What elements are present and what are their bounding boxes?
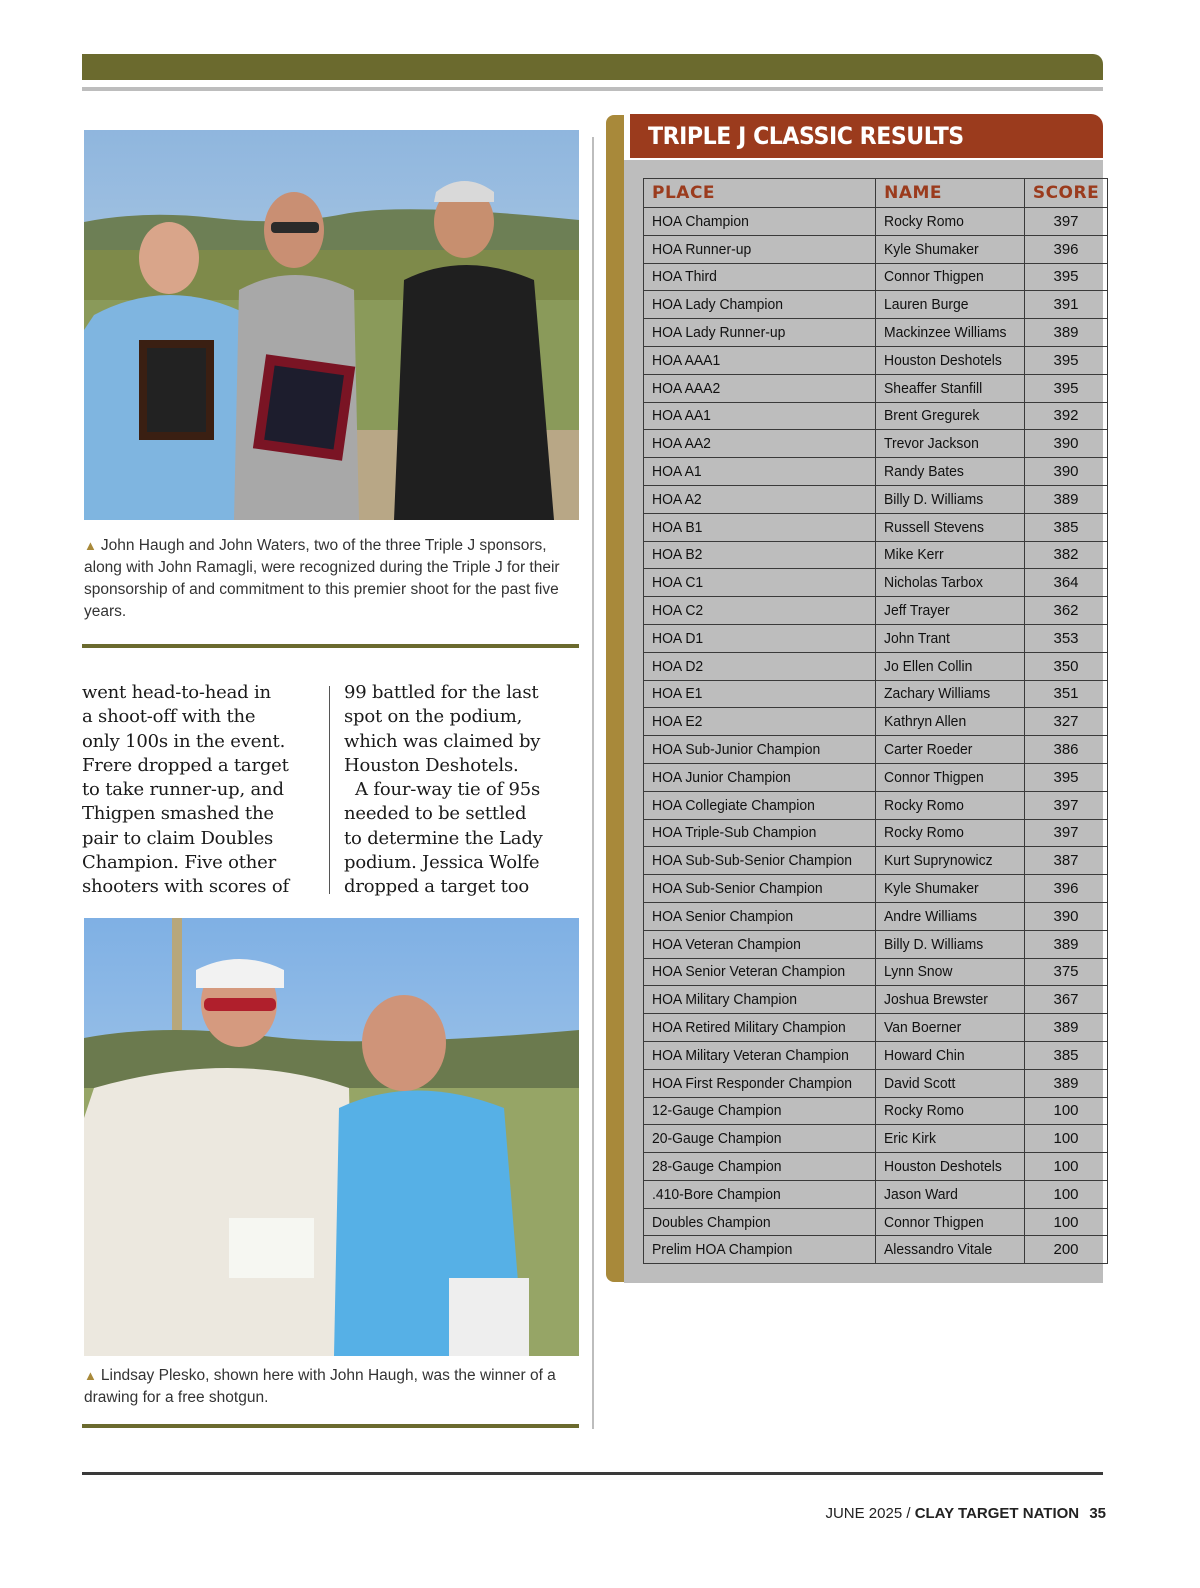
score-cell: 100	[1024, 1153, 1107, 1181]
place-cell	[644, 291, 876, 319]
name-cell-text: Zachary Williams	[884, 685, 991, 703]
place-cell	[644, 263, 876, 291]
place-cell-text: Doubles Champion	[652, 1213, 771, 1231]
place-cell-text: HOA Triple-Sub Champion	[652, 824, 817, 842]
place-cell-text: HOA A2	[652, 490, 702, 508]
table-row	[644, 1208, 1108, 1236]
place-cell	[644, 1069, 876, 1097]
score-cell: 389	[1024, 1014, 1107, 1042]
name-cell-text: Billy D. Williams	[884, 935, 984, 953]
page-footer	[825, 1505, 1106, 1522]
score-cell: 350	[1024, 652, 1107, 680]
table-row	[644, 652, 1108, 680]
place-cell-text: HOA Lady Runner-up	[652, 324, 786, 342]
name-cell-text: Billy D. Williams	[884, 490, 984, 508]
place-cell	[644, 1208, 876, 1236]
article-line: which was claimed by	[344, 730, 541, 752]
score-cell: 367	[1024, 986, 1107, 1014]
place-cell	[644, 875, 876, 903]
place-cell-text: HOA Military Champion	[652, 991, 797, 1009]
score-cell: 390	[1024, 902, 1107, 930]
caption-divider-top	[82, 644, 579, 648]
name-cell-text: Eric Kirk	[884, 1130, 937, 1148]
score-cell: 389	[1024, 1069, 1107, 1097]
table-row	[644, 1014, 1108, 1042]
place-cell-text: HOA Sub-Sub-Senior Champion	[652, 852, 853, 870]
name-cell	[876, 1208, 1025, 1236]
table-row	[644, 346, 1108, 374]
name-cell-text: Randy Bates	[884, 463, 965, 481]
place-cell	[644, 513, 876, 541]
results-title-bar	[630, 114, 1103, 158]
score-cell: 397	[1024, 791, 1107, 819]
name-cell-text: Sheaffer Stanfill	[884, 379, 983, 397]
name-cell	[876, 374, 1025, 402]
name-cell-text: Rocky Romo	[884, 1102, 964, 1120]
place-cell	[644, 1125, 876, 1153]
place-cell	[644, 346, 876, 374]
footer-date: JUNE 2025 /	[825, 1505, 911, 1522]
score-cell: 200	[1024, 1236, 1107, 1264]
article-line: Houston Deshotels.	[344, 754, 519, 776]
place-cell	[644, 958, 876, 986]
name-cell	[876, 1041, 1025, 1069]
place-cell	[644, 402, 876, 430]
place-cell-text: HOA C2	[652, 602, 704, 620]
name-cell	[876, 680, 1025, 708]
name-cell	[876, 263, 1025, 291]
header-band	[82, 54, 1103, 80]
place-cell	[644, 708, 876, 736]
table-row	[644, 569, 1108, 597]
photo-winner	[84, 918, 579, 1356]
table-row	[644, 541, 1108, 569]
place-cell-text: HOA Collegiate Champion	[652, 796, 815, 814]
name-cell-text: Rocky Romo	[884, 796, 964, 814]
caption-top	[84, 535, 584, 623]
place-cell-text: HOA Champion	[652, 212, 749, 230]
name-cell-text: Kyle Shumaker	[884, 240, 979, 258]
name-cell-text: Mike Kerr	[884, 546, 944, 564]
caption-divider-bottom	[82, 1424, 579, 1428]
table-row	[644, 402, 1108, 430]
place-cell-text: HOA First Responder Champion	[652, 1074, 853, 1092]
place-cell	[644, 1236, 876, 1264]
article-line: podium. Jessica Wolfe	[344, 852, 540, 874]
place-cell-text: HOA Senior Veteran Champion	[652, 963, 846, 981]
score-cell: 387	[1024, 847, 1107, 875]
name-cell	[876, 513, 1025, 541]
score-cell: 353	[1024, 624, 1107, 652]
table-row	[644, 1041, 1108, 1069]
article-line: to take runner-up, and	[82, 779, 284, 801]
caption-bottom	[84, 1365, 584, 1409]
article-line: 99 battled for the last	[344, 682, 539, 703]
name-cell	[876, 346, 1025, 374]
name-cell	[876, 569, 1025, 597]
name-cell	[876, 1125, 1025, 1153]
name-cell-text: Trevor Jackson	[884, 435, 979, 453]
place-cell	[644, 374, 876, 402]
name-cell-text: John Trant	[884, 629, 951, 647]
name-cell-text: Kathryn Allen	[884, 713, 967, 731]
table-row	[644, 319, 1108, 347]
table-row	[644, 1153, 1108, 1181]
name-cell-text: Rocky Romo	[884, 212, 964, 230]
name-cell-text: Lauren Burge	[884, 296, 969, 314]
score-cell: 385	[1024, 1041, 1107, 1069]
place-cell-text: HOA Sub-Junior Champion	[652, 741, 821, 759]
place-cell-text: 28-Gauge Champion	[652, 1157, 782, 1175]
place-cell-text: Prelim HOA Champion	[652, 1241, 793, 1259]
name-cell	[876, 485, 1025, 513]
name-cell	[876, 958, 1025, 986]
table-row	[644, 875, 1108, 903]
score-cell: 100	[1024, 1208, 1107, 1236]
place-cell-text: HOA E2	[652, 713, 703, 731]
name-cell	[876, 736, 1025, 764]
table-row	[644, 680, 1108, 708]
place-cell-text: HOA Retired Military Champion	[652, 1019, 846, 1036]
table-row	[644, 763, 1108, 791]
score-cell: 395	[1024, 263, 1107, 291]
article-line: Thigpen smashed the	[82, 803, 274, 825]
name-cell	[876, 986, 1025, 1014]
score-cell: 375	[1024, 958, 1107, 986]
name-cell	[876, 1014, 1025, 1042]
name-cell-text: Kurt Suprynowicz	[884, 852, 993, 870]
place-cell-text: HOA E1	[652, 685, 703, 703]
place-cell-text: HOA Lady Champion	[652, 296, 784, 314]
article-column-2	[344, 681, 579, 900]
table-row	[644, 708, 1108, 736]
name-cell-text: Van Boerner	[884, 1019, 962, 1036]
score-cell: 395	[1024, 346, 1107, 374]
name-cell	[876, 624, 1025, 652]
caption-top-text: John Haugh and John Waters, two of the three Triple J sponsors, along with John Ramagli, were recognized during the Triple J for their sponsorship of and commitment to this premier shoot for the past five years.	[84, 537, 560, 620]
place-cell	[644, 569, 876, 597]
article-line: shooters with scores of	[82, 876, 289, 898]
place-cell	[644, 624, 876, 652]
place-cell-text: HOA AA2	[652, 435, 711, 453]
table-row	[644, 791, 1108, 819]
name-cell-text: Howard Chin	[884, 1046, 965, 1064]
name-cell	[876, 430, 1025, 458]
score-cell: 395	[1024, 374, 1107, 402]
place-cell-text: HOA B2	[652, 546, 703, 564]
place-cell	[644, 1014, 876, 1042]
table-row	[644, 902, 1108, 930]
page-number: 35	[1089, 1505, 1106, 1522]
name-cell-text: Connor Thigpen	[884, 768, 984, 786]
score-cell: 327	[1024, 708, 1107, 736]
place-cell	[644, 458, 876, 486]
place-cell-text: HOA Senior Champion	[652, 907, 794, 925]
table-row	[644, 819, 1108, 847]
name-cell	[876, 541, 1025, 569]
score-cell: 100	[1024, 1125, 1107, 1153]
name-cell	[876, 875, 1025, 903]
column-header-score: SCORE	[1024, 179, 1107, 208]
name-cell-text: Connor Thigpen	[884, 268, 984, 286]
article-line: to determine the Lady	[344, 827, 543, 849]
score-cell: 395	[1024, 763, 1107, 791]
score-cell: 389	[1024, 485, 1107, 513]
place-cell	[644, 208, 876, 236]
name-cell	[876, 819, 1025, 847]
place-cell-text: HOA B1	[652, 518, 703, 536]
score-cell: 100	[1024, 1180, 1107, 1208]
name-cell-text: Connor Thigpen	[884, 1213, 984, 1231]
results-header-row	[644, 179, 1108, 208]
table-row	[644, 958, 1108, 986]
name-cell-text: Kyle Shumaker	[884, 880, 979, 898]
table-row	[644, 624, 1108, 652]
place-cell	[644, 791, 876, 819]
table-row	[644, 1180, 1108, 1208]
score-cell: 392	[1024, 402, 1107, 430]
place-cell-text: HOA Military Veteran Champion	[652, 1046, 849, 1064]
name-cell-text: Lynn Snow	[884, 963, 953, 981]
place-cell-text: HOA A1	[652, 463, 702, 481]
place-cell-text: HOA Runner-up	[652, 240, 752, 258]
name-cell	[876, 763, 1025, 791]
article-line: needed to be settled	[344, 803, 527, 825]
name-cell-text: Russell Stevens	[884, 518, 985, 536]
score-cell: 396	[1024, 875, 1107, 903]
place-cell-text: HOA Veteran Champion	[652, 935, 801, 953]
place-cell-text: HOA Sub-Senior Champion	[652, 880, 823, 898]
footer-magazine: CLAY TARGET NATION	[914, 1505, 1080, 1522]
article-line: dropped a target too	[344, 876, 529, 898]
name-cell-text: Alessandro Vitale	[884, 1241, 993, 1259]
score-cell: 391	[1024, 291, 1107, 319]
place-cell	[644, 986, 876, 1014]
place-cell	[644, 485, 876, 513]
results-table	[643, 178, 1108, 1264]
name-cell-text: Joshua Brewster	[884, 991, 989, 1009]
place-cell	[644, 1153, 876, 1181]
table-row	[644, 736, 1108, 764]
table-row	[644, 1069, 1108, 1097]
place-cell	[644, 819, 876, 847]
name-cell	[876, 1069, 1025, 1097]
table-row	[644, 485, 1108, 513]
place-cell	[644, 597, 876, 625]
score-cell: 364	[1024, 569, 1107, 597]
score-cell: 389	[1024, 930, 1107, 958]
score-cell: 390	[1024, 458, 1107, 486]
place-cell	[644, 902, 876, 930]
name-cell-text: Jason Ward	[884, 1185, 959, 1203]
place-cell	[644, 930, 876, 958]
table-row	[644, 1125, 1108, 1153]
name-cell	[876, 1153, 1025, 1181]
caption-bottom-text: Lindsay Plesko, shown here with John Haugh, was the winner of a drawing for a free shotgun.	[84, 1367, 556, 1406]
article-line: only 100s in the event.	[82, 730, 286, 752]
article-column-1	[82, 681, 327, 900]
table-row	[644, 430, 1108, 458]
triangle-up-icon: ▲	[84, 538, 97, 553]
place-cell	[644, 541, 876, 569]
score-cell: 385	[1024, 513, 1107, 541]
name-cell-text: Nicholas Tarbox	[884, 574, 984, 592]
name-cell	[876, 1180, 1025, 1208]
name-cell-text: Rocky Romo	[884, 824, 964, 842]
header-rule	[82, 87, 1103, 91]
score-cell: 351	[1024, 680, 1107, 708]
score-cell: 397	[1024, 819, 1107, 847]
place-cell	[644, 235, 876, 263]
place-cell	[644, 1041, 876, 1069]
place-cell-text: 12-Gauge Champion	[652, 1102, 782, 1120]
name-cell	[876, 402, 1025, 430]
article-line: spot on the podium,	[344, 706, 523, 728]
score-cell: 100	[1024, 1097, 1107, 1125]
score-cell: 386	[1024, 736, 1107, 764]
name-cell-text: David Scott	[884, 1074, 956, 1092]
table-row	[644, 597, 1108, 625]
name-cell-text: Carter Roeder	[884, 741, 973, 759]
table-row	[644, 263, 1108, 291]
place-cell-text: HOA Third	[652, 268, 717, 286]
name-cell	[876, 458, 1025, 486]
article-line: A four-way tie of 95s	[344, 779, 541, 801]
score-cell: 362	[1024, 597, 1107, 625]
photo-winner-illustration	[84, 918, 579, 1356]
article-line: pair to claim Doubles	[82, 827, 274, 849]
place-cell-text: HOA Junior Champion	[652, 768, 791, 786]
place-cell-text: HOA AAA1	[652, 351, 721, 369]
place-cell	[644, 847, 876, 875]
gutter-rule	[592, 137, 594, 1429]
name-cell-text: Jeff Trayer	[884, 602, 950, 620]
name-cell-text: Andre Williams	[884, 907, 978, 925]
table-row	[644, 1236, 1108, 1264]
table-row	[644, 458, 1108, 486]
table-row	[644, 1097, 1108, 1125]
score-cell: 389	[1024, 319, 1107, 347]
score-cell: 396	[1024, 235, 1107, 263]
name-cell	[876, 930, 1025, 958]
place-cell-text: .410-Bore Champion	[652, 1185, 781, 1203]
place-cell-text: HOA AAA2	[652, 379, 721, 397]
place-cell	[644, 763, 876, 791]
place-cell	[644, 430, 876, 458]
table-row	[644, 847, 1108, 875]
place-cell-text: 20-Gauge Champion	[652, 1130, 782, 1148]
name-cell	[876, 652, 1025, 680]
name-cell	[876, 597, 1025, 625]
results-accent-bar	[606, 115, 624, 1282]
place-cell	[644, 680, 876, 708]
place-cell-text: HOA D2	[652, 657, 704, 675]
name-cell	[876, 902, 1025, 930]
table-row	[644, 513, 1108, 541]
score-cell: 397	[1024, 208, 1107, 236]
table-row	[644, 291, 1108, 319]
place-cell	[644, 1180, 876, 1208]
place-cell-text: HOA D1	[652, 629, 704, 647]
place-cell	[644, 319, 876, 347]
name-cell-text: Houston Deshotels	[884, 1157, 1003, 1175]
score-cell: 382	[1024, 541, 1107, 569]
photo-sponsors	[84, 130, 579, 520]
name-cell	[876, 319, 1025, 347]
article-line: Champion. Five other	[82, 852, 277, 874]
table-row	[644, 235, 1108, 263]
article-line: went head-to-head in	[82, 682, 271, 703]
column-header-place: PLACE	[644, 179, 876, 208]
name-cell	[876, 291, 1025, 319]
table-row	[644, 208, 1108, 236]
place-cell	[644, 652, 876, 680]
article-line: a shoot-off with the	[82, 706, 256, 728]
place-cell	[644, 736, 876, 764]
footer-rule	[82, 1472, 1103, 1475]
name-cell	[876, 208, 1025, 236]
table-row	[644, 930, 1108, 958]
name-cell	[876, 1097, 1025, 1125]
name-cell-text: Jo Ellen Collin	[884, 657, 973, 675]
place-cell	[644, 1097, 876, 1125]
score-cell: 390	[1024, 430, 1107, 458]
column-header-name: NAME	[876, 179, 1025, 208]
place-cell-text: HOA C1	[652, 574, 704, 592]
place-cell-text: HOA AA1	[652, 407, 711, 425]
article-line: Frere dropped a target	[82, 754, 289, 776]
photo-sponsors-illustration	[84, 130, 579, 520]
name-cell	[876, 791, 1025, 819]
triangle-up-icon: ▲	[84, 1368, 97, 1383]
name-cell-text: Mackinzee Williams	[884, 324, 1007, 342]
name-cell	[876, 708, 1025, 736]
column-separator	[329, 686, 330, 894]
table-row	[644, 986, 1108, 1014]
results-title: TRIPLE J CLASSIC RESULTS	[648, 122, 964, 150]
name-cell	[876, 235, 1025, 263]
name-cell-text: Houston Deshotels	[884, 351, 1003, 369]
name-cell	[876, 1236, 1025, 1264]
name-cell-text: Brent Gregurek	[884, 407, 980, 425]
table-row	[644, 374, 1108, 402]
name-cell	[876, 847, 1025, 875]
